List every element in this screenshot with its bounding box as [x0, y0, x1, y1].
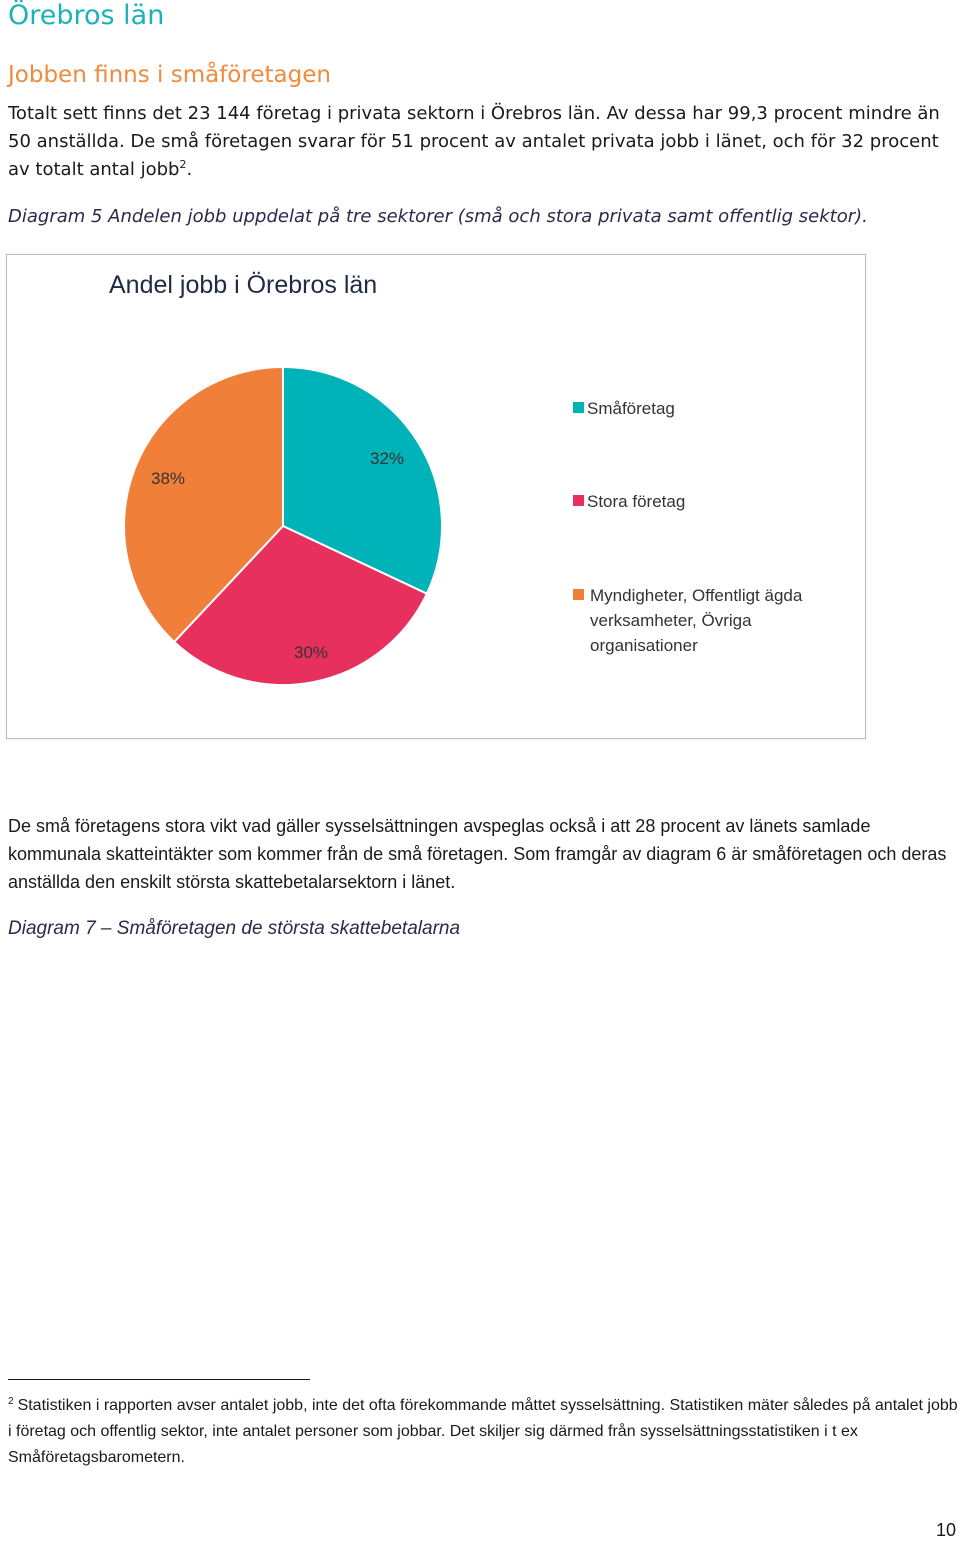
pie-label-1: 32% [369, 449, 405, 468]
footnote-number: 2 [8, 1395, 14, 1407]
diagram-7-caption: Diagram 7 – Småföretagen de största skattebetalarna [8, 918, 461, 939]
section-heading: Jobben finns i småföretagen [8, 62, 331, 88]
body-paragraph: De små företagens stora vikt vad gäller sysselsättningen avspeglas också i att 28 procent av länets samlade kommunala skatteintäkter som kommer från de små företagen. Som framgår av diagram 6 är småföretagen och deras anställda den enskilt största skattebetalarsektorn i länet. [8, 816, 947, 892]
legend-label-line: Stora företag [587, 492, 686, 511]
chart-title: Andel jobb i Örebros län [109, 271, 378, 299]
footnote-text: Statistiken i rapporten avser antalet jobb, inte det ofta förekommande måttet sysselsättning. Statistiken mäter således på antalet jobb i företag och offentlig sektor, inte antalet personer som jobbar. Det skiljer sig därmed från sysselsättningsstatistiken i t ex Småföretagsbarometern. [8, 1397, 958, 1466]
page-number: 10 [935, 1520, 956, 1540]
page-title: Örebros län [8, 0, 165, 31]
pie-chart [0, 0, 960, 760]
footnote [8, 1393, 958, 1471]
pie-label-3: 38% [150, 469, 186, 488]
diagram-5-caption: Diagram 5 Andelen jobb uppdelat på tre sektorer (små och stora privata samt offentlig sektor). [8, 206, 868, 227]
intro-text: Totalt sett finns det 23 144 företag i privata sektorn i Örebros län. Av dessa har 99,3 procent mindre än 50 anställda. De små företagen svarar för 51 procent av antalet privata jobb i länet, och för 32 procent av totalt antal jobb [8, 103, 940, 180]
footnote-divider [8, 1379, 310, 1380]
legend-label-line: organisationer [590, 636, 698, 655]
intro-end: . [186, 159, 193, 180]
pie-label-2: 30% [293, 643, 329, 662]
legend-label-line: verksamheter, Övriga [590, 611, 752, 630]
legend-label-line: Myndigheter, Offentligt ägda [590, 586, 803, 605]
legend-label-line: Småföretag [587, 399, 675, 418]
footnote-ref[interactable]: 2 [179, 158, 187, 171]
